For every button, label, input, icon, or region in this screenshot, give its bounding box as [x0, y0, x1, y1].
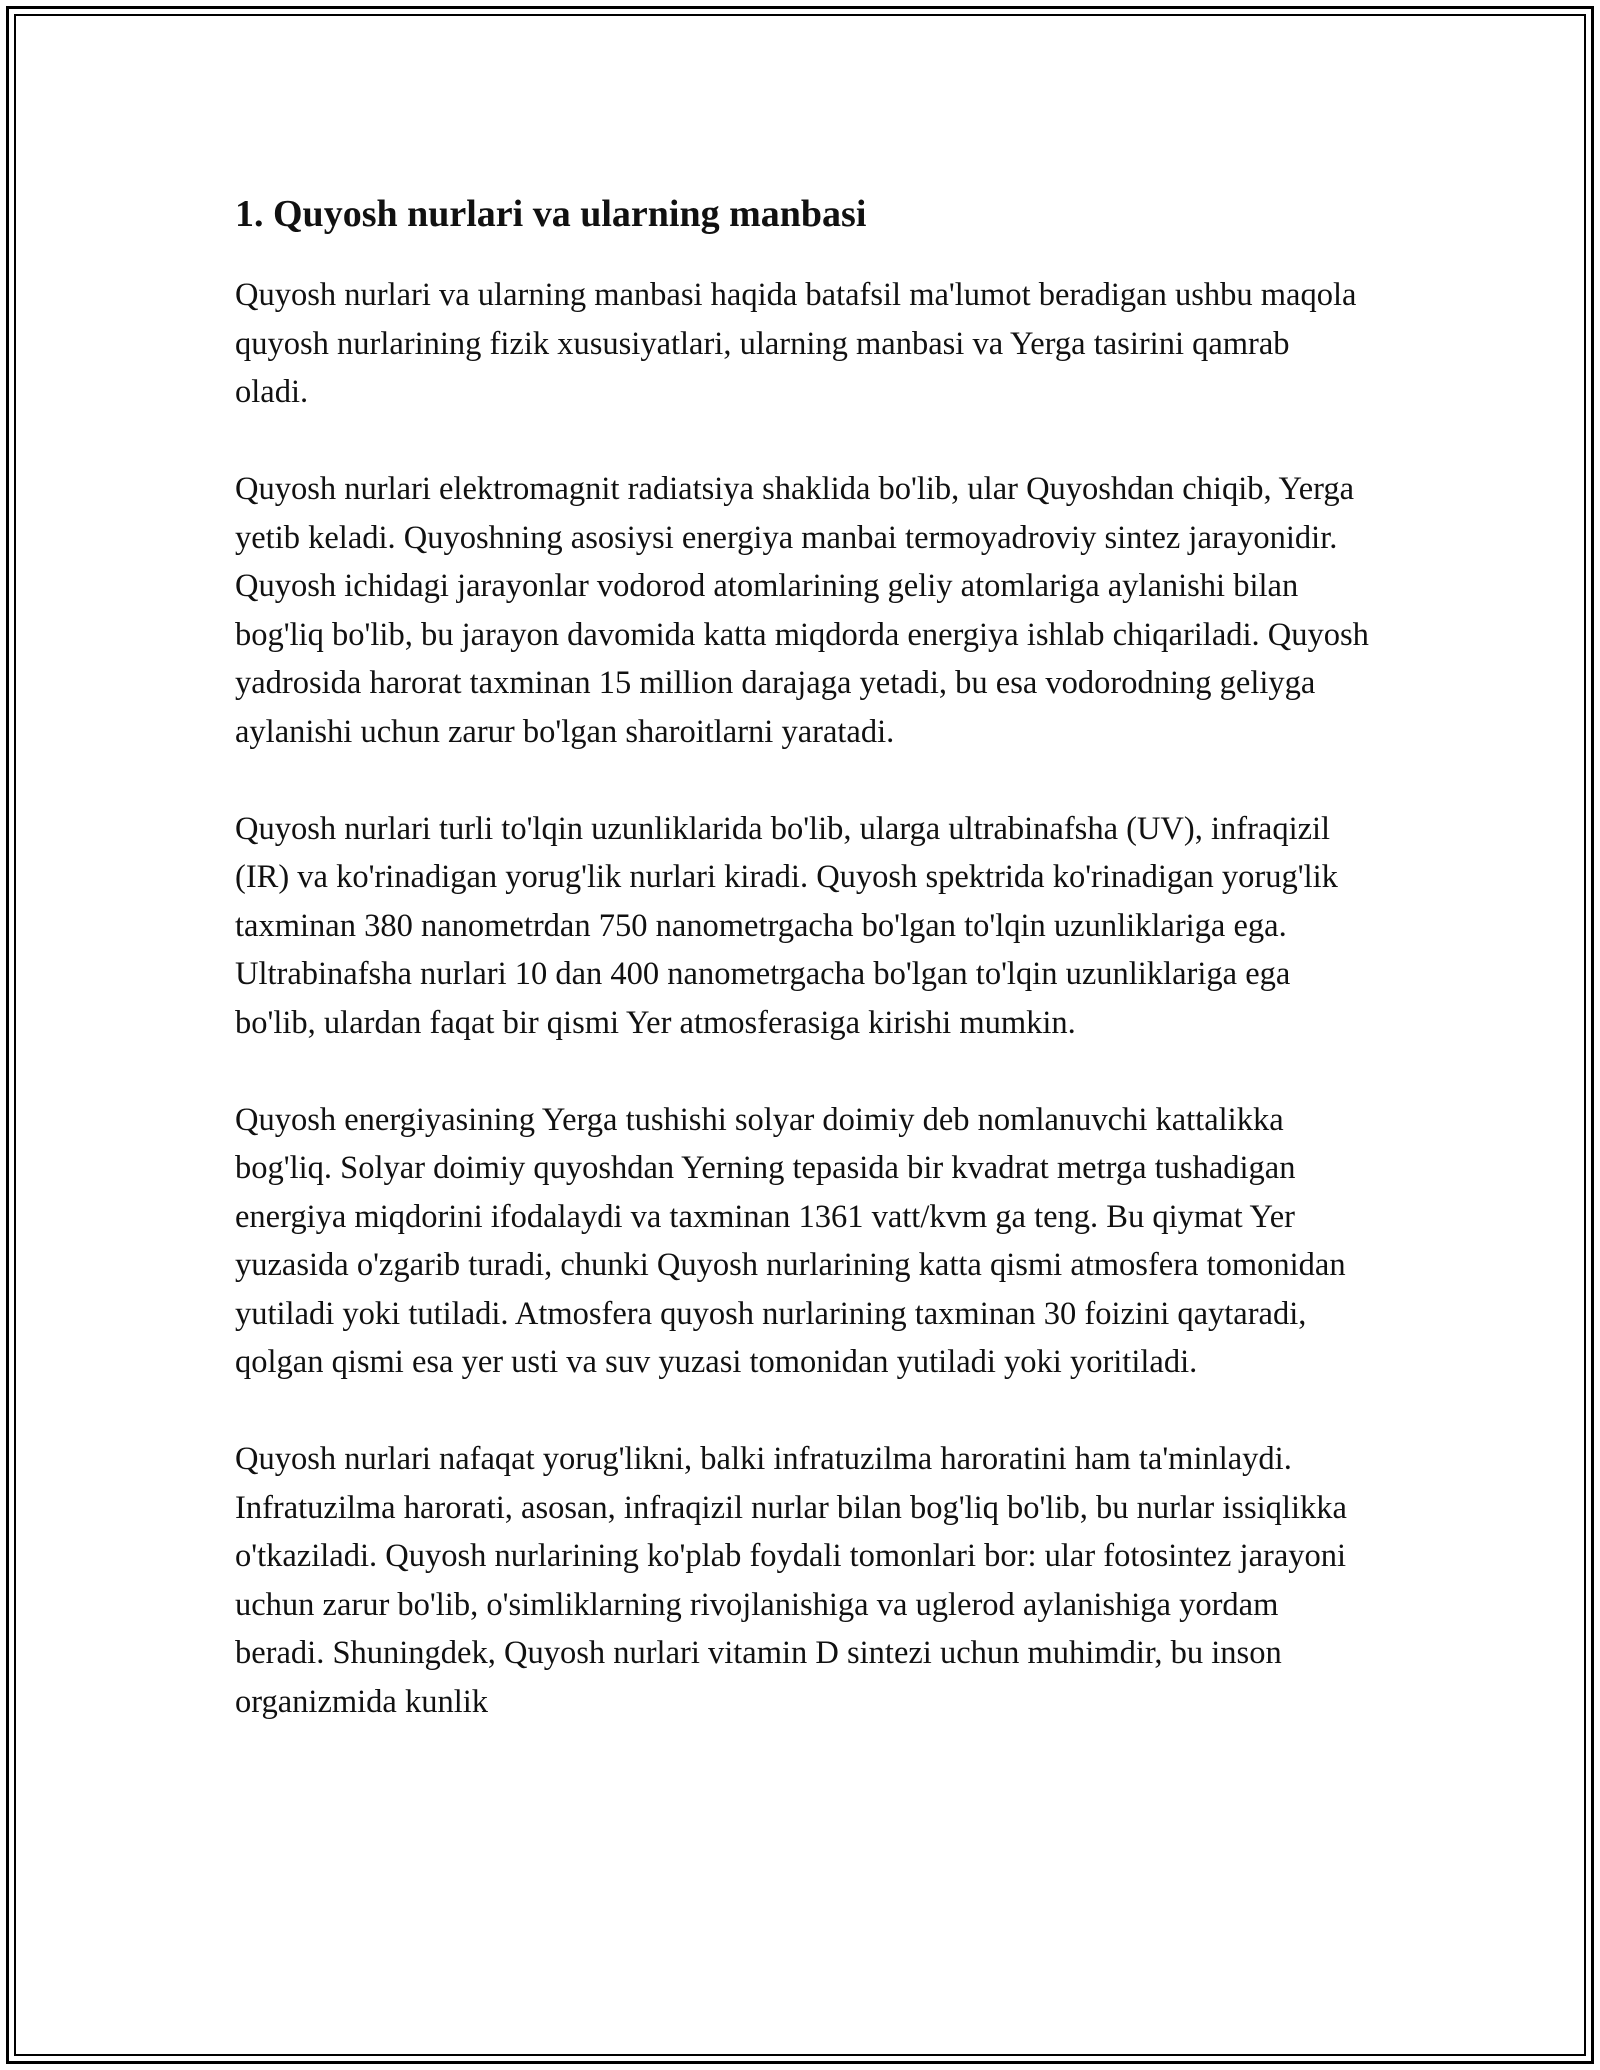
- document-title: 1. Quyosh nurlari va ularning manbasi: [235, 193, 867, 235]
- paragraph-wavelengths: Quyosh nurlari turli to'lqin uzunliklarida bo'lib, ularga ultrabinafsha (UV), infraqizil (IR) va ko'rinadigan yorug'lik nurlari kiradi. Quyosh spektrida ko'rinadigan yorug'lik taxminan 380 nanometrdan 750 nanometrgacha bo'lgan to'lqin uzunliklariga ega. Ultrabinafsha nurlari 10 dan 400 nanometrgacha bo'lgan to'lqin uzunliklariga ega bo'lib, ulardan faqat bir qismi Yer atmosferasiga kirishi mumkin.: [235, 810, 1338, 1041]
- paragraph-benefits: Quyosh nurlari nafaqat yorug'likni, balki infratuzilma haroratini ham ta'minlaydi. Infratuzilma harorati, asosan, infraqizil nurlar bilan bog'liq bo'lib, bu nurlar issiqlikka o'tkaziladi. Quyosh nurlarining ko'plab foydali tomonlari bor: ular fotosintez jarayoni uchun zarur bo'lib, o'simliklarning rivojlanishiga va uglerod aylanishiga yordam beradi. Shuningdek, Quyosh nurlari vitamin D sintezi uchun muhimdir, bu inson organizmida kunlik: [235, 1441, 1347, 1720]
- paragraph-radiation-source: Quyosh nurlari elektromagnit radiatsiya shaklida bo'lib, ular Quyoshdan chiqib, Yerga yetib keladi. Quyoshning asosiysi energiya manbai termoyadroviy sintez jarayonidir. Quyosh ichidagi jarayonlar vodorod atomlarining geliy atomlariga aylanishi bilan bog'liq bo'lib, bu jarayon davomida katta miqdorda energiya ishlab chiqariladi. Quyosh yadrosida harorat taxminan 15 million darajaga yetadi, bu esa vodorodning geliyga aylanishi uchun zarur bo'lgan sharoitlarni yaratadi.: [235, 471, 1369, 750]
- paragraph-intro: Quyosh nurlari va ularning manbasi haqida batafsil ma'lumot beradigan ushbu maqola quyosh nurlarining fizik xususiyatlari, ularning manbasi va Yerga tasirini qamrab oladi.: [235, 277, 1357, 410]
- document-body: [235, 185, 1370, 1775]
- paragraph-solar-constant: Quyosh energiyasining Yerga tushishi solyar doimiy deb nomlanuvchi kattalikka bog'liq. Solyar doimiy quyoshdan Yerning tepasida bir kvadrat metrga tushadigan energiya miqdorini ifodalaydi va taxminan 1361 vatt/kvm ga teng. Bu qiymat Yer yuzasida o'zgarib turadi, chunki Quyosh nurlarining katta qismi atmosfera tomonidan yutiladi yoki tutiladi. Atmosfera quyosh nurlarining taxminan 30 foizini qaytaradi, qolgan qismi esa yer usti va suv yuzasi tomonidan yutiladi yoki yoritiladi.: [235, 1101, 1346, 1380]
